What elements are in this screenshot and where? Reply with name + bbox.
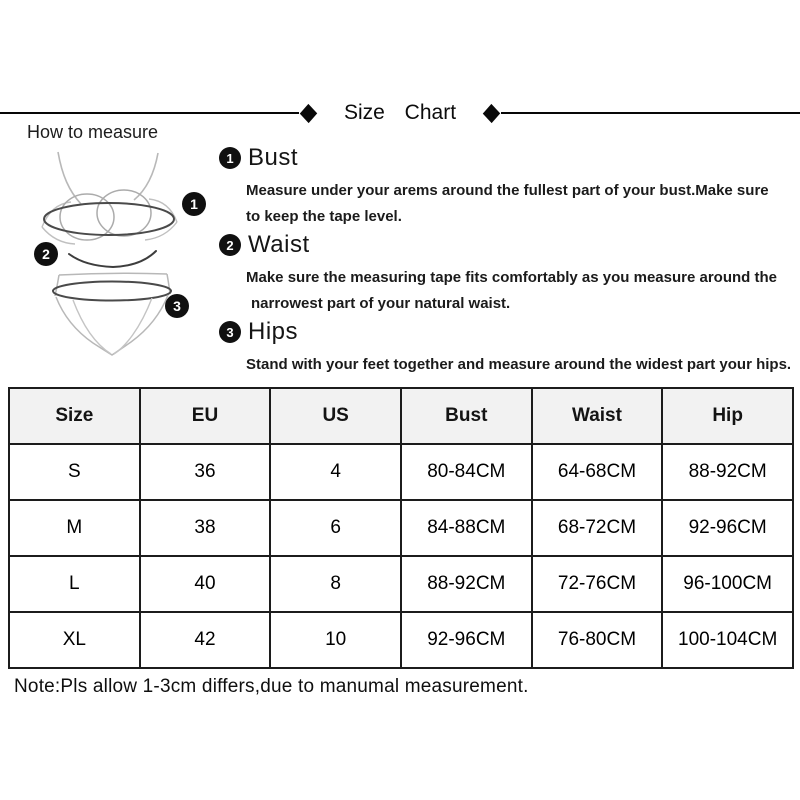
cell: 100-104CM xyxy=(662,612,793,668)
hips-description-line: Stand with your feet together and measure around the widest part your hips. xyxy=(246,356,792,373)
cell: 4 xyxy=(270,444,401,500)
waist-description-line: narrowest part of your natural waist. xyxy=(251,295,511,312)
measurement-figure xyxy=(25,147,215,392)
diamond-icon xyxy=(300,103,317,122)
cell: L xyxy=(9,556,140,612)
header-cell-eu: EU xyxy=(140,388,271,444)
cell: 8 xyxy=(270,556,401,612)
measurement-note: Note:Pls allow 1-3cm differs,due to manumal measurement. xyxy=(14,676,529,697)
size-table xyxy=(8,387,794,669)
divider-line-left xyxy=(0,112,299,114)
waist-description-line: Make sure the measuring tape fits comfortably as you measure around the xyxy=(246,269,777,286)
cell: 88-92CM xyxy=(662,444,793,500)
diamond-icon xyxy=(483,103,500,122)
header-cell-hip: Hip xyxy=(662,388,793,444)
cell: 64-68CM xyxy=(532,444,663,500)
divider-line-right xyxy=(501,112,800,114)
cell: 10 xyxy=(270,612,401,668)
cell: XL xyxy=(9,612,140,668)
bust-description-line: to keep the tape level. xyxy=(246,208,402,225)
section-hips xyxy=(219,318,794,378)
cell: 92-96CM xyxy=(401,612,532,668)
table-row-m xyxy=(9,500,793,556)
cell: M xyxy=(9,500,140,556)
section-bust xyxy=(219,144,794,230)
section-waist xyxy=(219,231,794,317)
waist-description xyxy=(246,265,794,317)
table-row-l xyxy=(9,556,793,612)
cell: S xyxy=(9,444,140,500)
bust-badge-icon: 1 xyxy=(219,147,241,169)
waist-badge-icon: 2 xyxy=(219,234,241,256)
header-cell-bust: Bust xyxy=(401,388,532,444)
cell: 72-76CM xyxy=(532,556,663,612)
how-to-measure-heading: How to measure xyxy=(27,122,159,142)
hips-description xyxy=(246,352,794,378)
cell: 96-100CM xyxy=(662,556,793,612)
header-cell-size: Size xyxy=(9,388,140,444)
cell: 40 xyxy=(140,556,271,612)
cell: 92-96CM xyxy=(662,500,793,556)
cell: 38 xyxy=(140,500,271,556)
cell: 36 xyxy=(140,444,271,500)
cell: 76-80CM xyxy=(532,612,663,668)
page-title: Size Chart xyxy=(343,101,457,124)
cell: 88-92CM xyxy=(401,556,532,612)
waist-title: Waist xyxy=(248,231,310,258)
cell: 84-88CM xyxy=(401,500,532,556)
cell: 68-72CM xyxy=(532,500,663,556)
bust-title: Bust xyxy=(248,144,299,171)
figure-badge-2: 2 xyxy=(34,242,58,266)
figure-badge-3: 3 xyxy=(165,294,189,318)
cell: 42 xyxy=(140,612,271,668)
header-cell-waist: Waist xyxy=(532,388,663,444)
figure-badge-1: 1 xyxy=(182,192,206,216)
table-row-xl xyxy=(9,612,793,668)
hips-title: Hips xyxy=(248,318,299,345)
size-table-header-row xyxy=(9,388,793,444)
bust-description-line: Measure under your arems around the fullest part of your bust.Make sure xyxy=(246,182,769,199)
header-cell-us: US xyxy=(270,388,401,444)
cell: 80-84CM xyxy=(401,444,532,500)
table-row-s xyxy=(9,444,793,500)
bikini-illustration xyxy=(25,147,215,392)
cell: 6 xyxy=(270,500,401,556)
bust-description xyxy=(246,178,794,230)
hips-badge-icon: 3 xyxy=(219,321,241,343)
